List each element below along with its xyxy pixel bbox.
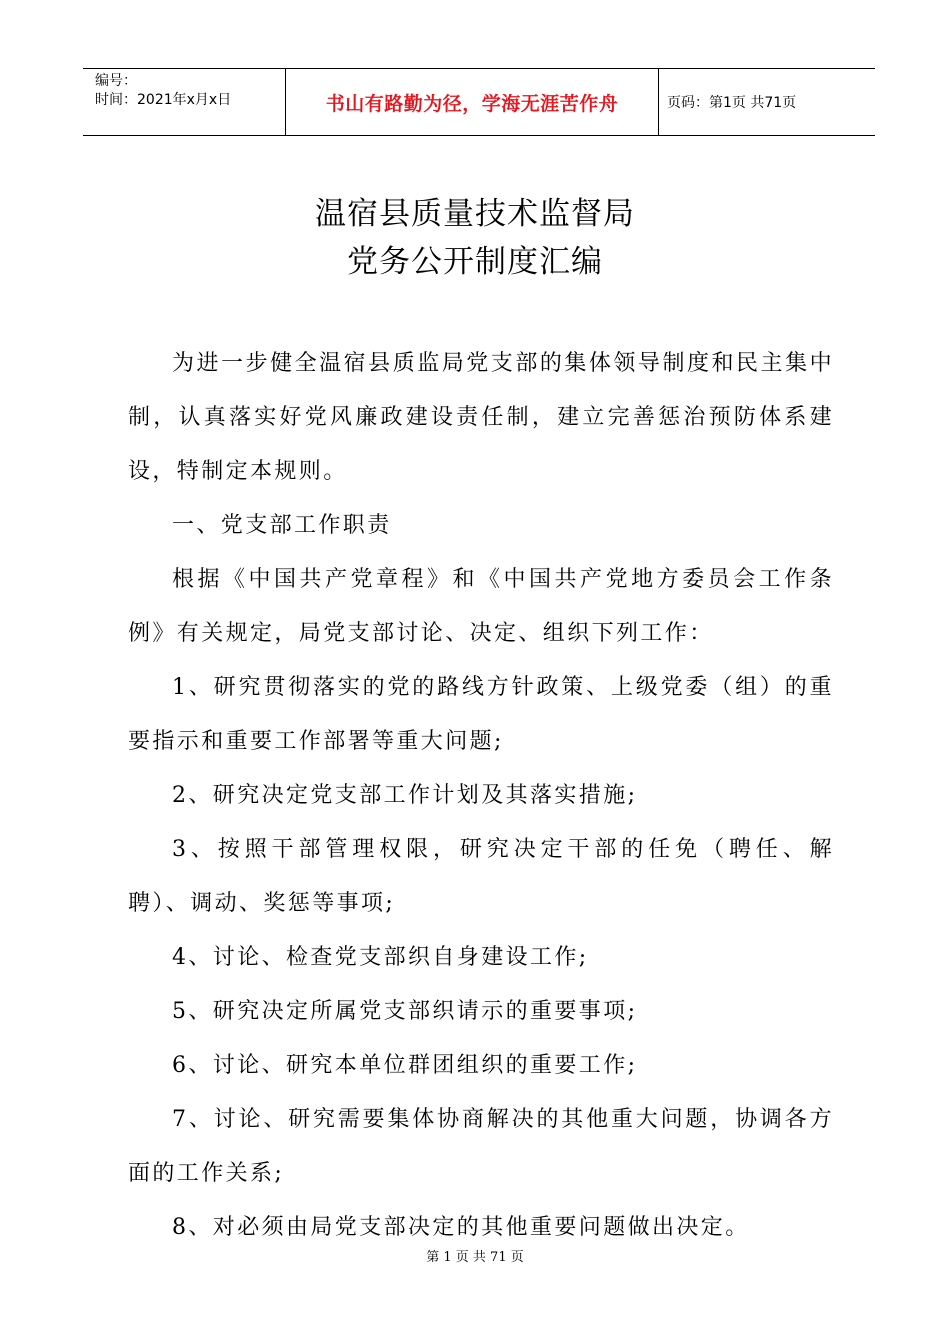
document-header [83,68,875,136]
document-title-line-1: 温宿县质量技术监督局 [315,196,635,232]
list-item-3: 3、按照干部管理权限，研究决定干部的任免（聘任、解聘）、调动、奖惩等事项; [128,837,834,916]
header-motto: 书山有路勤为径，学海无涯苦作舟 [325,92,619,115]
list-item-6: 6、讨论、研究本单位群团组织的重要工作; [172,1053,638,1078]
header-page-cell [659,69,875,135]
header-motto-cell [286,69,659,135]
list-item-4: 4、讨论、检查党支部织自身建设工作; [172,945,589,970]
paragraph-basis: 根据《中国共产党章程》和《中国共产党地方委员会工作条例》有关规定，局党支部讨论、决定、组织下列工作： [128,567,834,646]
document-body [128,337,834,1255]
list-item-8: 8、对必须由局党支部决定的其他重要问题做出决定。 [172,1215,750,1240]
list-item-7: 7、讨论、研究需要集体协商解决的其他重大问题，协调各方面的工作关系; [128,1107,834,1186]
page-footer: 第 1 页 共 71 页 [426,1250,524,1265]
section-heading-duties: 一、党支部工作职责 [172,513,392,538]
header-meta-cell [83,69,286,135]
list-item-5: 5、研究决定所属党支部织请示的重要事项; [172,999,638,1024]
document-title-line-2: 党务公开制度汇编 [347,244,603,280]
document-number-label: 编号： [95,73,137,89]
list-item-2: 2、研究决定党支部工作计划及其落实措施; [172,783,638,808]
list-item-1: 1、研究贯彻落实的党的路线方针政策、上级党委（组）的重要指示和重要工作部署等重大问题; [128,675,834,754]
paragraph-intro: 为进一步健全温宿县质监局党支部的集体领导制度和民主集中制，认真落实好党风廉政建设责任制，建立完善惩治预防体系建设，特制定本规则。 [128,351,834,484]
header-page-info: 页码：第1页 共71页 [667,95,797,111]
document-time-label: 时间：2021年x月x日 [95,92,232,108]
